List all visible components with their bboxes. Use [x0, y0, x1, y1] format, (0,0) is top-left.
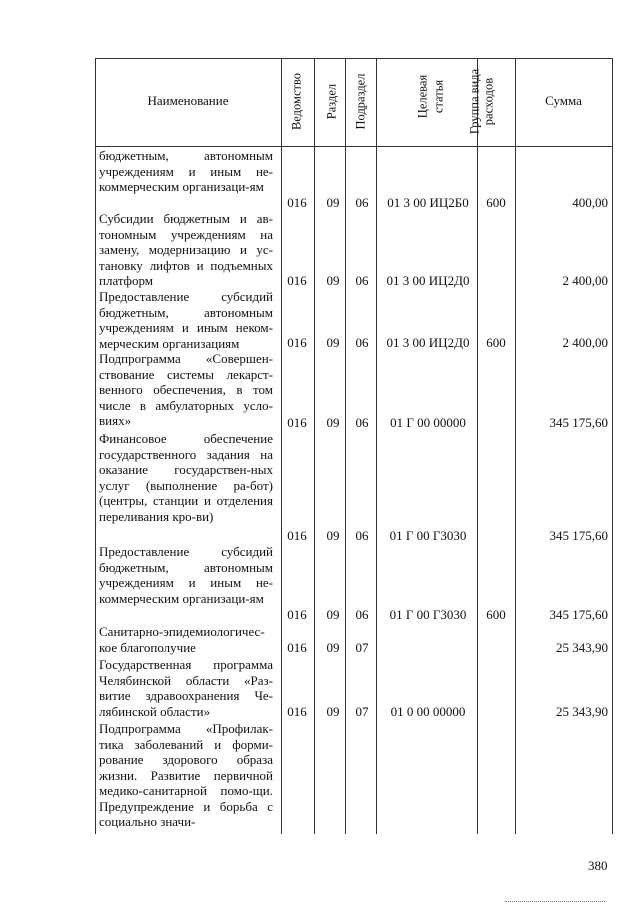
row-name: бюджетным, автономным учреждениям и иным не-коммерческим организаци-ям — [99, 148, 273, 194]
row-vedomstvo: 016 — [287, 704, 307, 719]
row-razdel: 09 — [326, 335, 340, 350]
header-gruppa-line2: расходов — [481, 77, 496, 126]
row-razdel: 09 — [326, 607, 340, 622]
row-gruppa: 600 — [486, 607, 506, 622]
row-podrazdel: 07 — [355, 640, 369, 655]
row-celevaya: 01 Г 00 Г3030 — [389, 607, 467, 622]
header-summa: Сумма — [545, 93, 582, 108]
row-podrazdel: 06 — [355, 335, 369, 350]
row-summa: 345 175,60 — [549, 607, 608, 622]
row-summa: 25 343,90 — [556, 704, 608, 719]
row-summa: 345 175,60 — [549, 415, 608, 430]
header-divider — [95, 146, 613, 147]
header-celevaya-line1: Целевая — [415, 74, 430, 119]
header-celevaya — [382, 60, 472, 144]
row-celevaya: 01 3 00 ИЦ2Б0 — [387, 195, 469, 210]
row-vedomstvo: 016 — [287, 335, 307, 350]
row-celevaya: 01 0 00 00000 — [390, 704, 466, 719]
row-razdel: 09 — [326, 415, 340, 430]
header-celevaya-line2: статья — [431, 79, 446, 114]
header-podrazdel: Подраздел — [353, 73, 368, 130]
row-summa: 2 400,00 — [562, 273, 608, 288]
row-vedomstvo: 016 — [287, 273, 307, 288]
row-summa: 400,00 — [572, 195, 608, 210]
row-razdel: 09 — [326, 195, 340, 210]
row-vedomstvo: 016 — [287, 640, 307, 655]
row-vedomstvo: 016 — [287, 415, 307, 430]
row-name: Финансовое обеспечение государственного задания на оказание государствен-ных услуг (выполнение ра-бот) (центры, станции и отделения переливания кро-ви) — [99, 431, 273, 524]
row-name: Субсидии бюджетным и ав-тономным учреждениям на замену, модернизацию и ус-тановку лифтов и подъемных платформ — [99, 211, 273, 288]
row-gruppa: 600 — [486, 195, 506, 210]
row-summa: 2 400,00 — [562, 335, 608, 350]
row-razdel: 09 — [326, 528, 340, 543]
column-divider — [314, 58, 315, 834]
row-name: Санитарно-эпидемиологичес-кое благополучие — [99, 624, 265, 655]
header-razdel: Раздел — [324, 83, 339, 120]
row-summa: 345 175,60 — [549, 528, 608, 543]
row-celevaya: 01 Г 00 Г3030 — [389, 528, 467, 543]
column-divider — [345, 58, 346, 834]
scan-artifact-line — [505, 901, 605, 902]
row-vedomstvo: 016 — [287, 607, 307, 622]
row-podrazdel: 06 — [355, 195, 369, 210]
column-divider — [376, 58, 377, 834]
row-vedomstvo: 016 — [287, 195, 307, 210]
row-razdel: 09 — [326, 273, 340, 288]
row-name: Подпрограмма «Совершен-ствование системы лекарст-венного обеспечения, в том числе в амбулаторных усло-виях» — [99, 351, 273, 428]
row-gruppa: 600 — [486, 335, 506, 350]
row-podrazdel: 07 — [355, 704, 369, 719]
row-celevaya: 01 Г 00 00000 — [390, 415, 466, 430]
row-name: Предоставление субсидий бюджетным, автономным учреждениям и иным неком-мерческим организациям — [99, 289, 273, 351]
row-podrazdel: 06 — [355, 528, 369, 543]
row-summa: 25 343,90 — [556, 640, 608, 655]
table-border-right — [612, 58, 613, 834]
row-razdel: 09 — [326, 704, 340, 719]
row-name: Подпрограмма «Профилак-тика заболеваний и форми-рование здорового образа жизни. Развитие первичной медико-санитарной помо-щи. Предупреждение и борьба с социально значи- — [99, 721, 273, 829]
row-celevaya: 01 3 00 ИЦ2Д0 — [386, 273, 470, 288]
header-gruppa — [467, 60, 515, 144]
row-podrazdel: 06 — [355, 273, 369, 288]
row-razdel: 09 — [326, 640, 340, 655]
row-podrazdel: 06 — [355, 607, 369, 622]
table-border-left — [95, 58, 96, 834]
header-name: Наименование — [147, 93, 229, 108]
row-name: Государственная программа Челябинской области «Раз-витие здравоохранения Че-лябинской области» — [99, 657, 273, 719]
header-vedomstvo: Ведомство — [289, 72, 304, 131]
row-vedomstvo: 016 — [287, 528, 307, 543]
column-divider — [281, 58, 282, 834]
header-gruppa-line1: Группа вида — [467, 68, 482, 135]
row-celevaya: 01 3 00 ИЦ2Д0 — [386, 335, 470, 350]
page-number: 380 — [588, 858, 608, 873]
row-name: Предоставление субсидий бюджетным, автономным учреждениям и иным не-коммерческим организаци-ям — [99, 544, 273, 606]
row-podrazdel: 06 — [355, 415, 369, 430]
